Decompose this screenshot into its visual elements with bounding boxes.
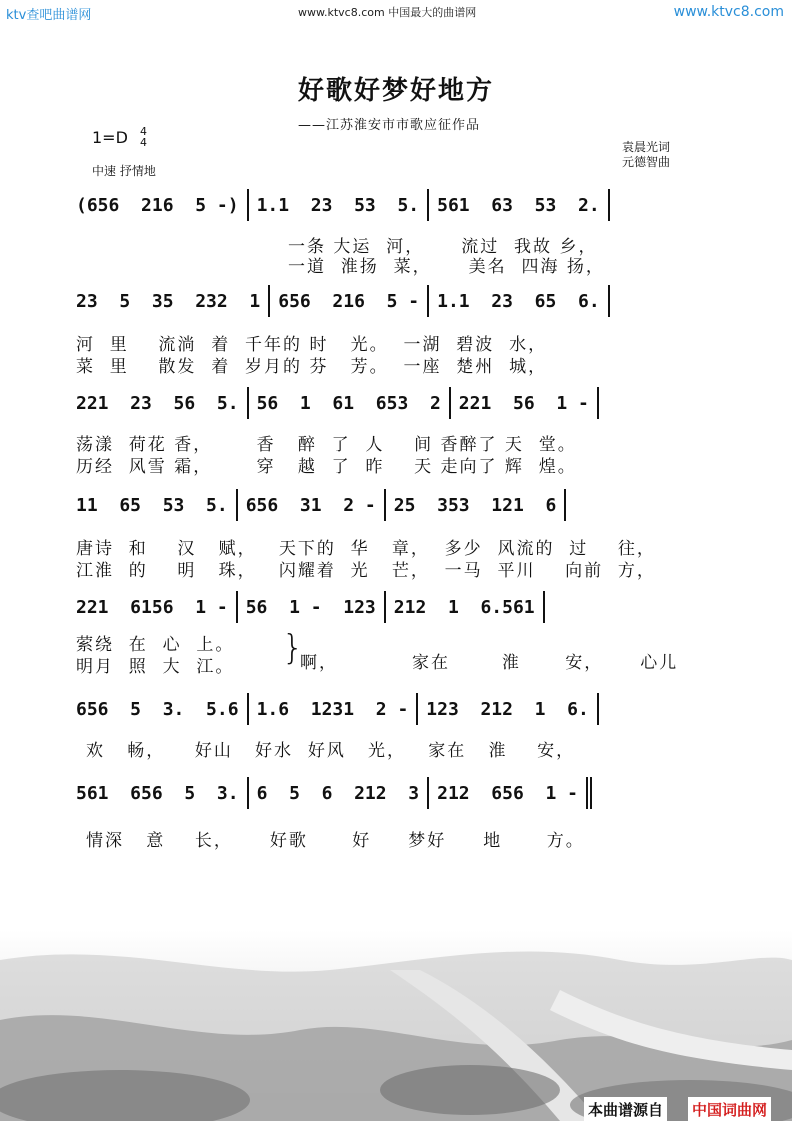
bar-line: [427, 777, 429, 809]
lyric-line: 欢 畅， 好山 好水 好风 光， 家在 淮 安，: [86, 741, 576, 761]
measure: 1.1 23 53 5.: [256, 194, 420, 216]
time-top: 4: [140, 125, 147, 138]
footer-source-label: 本曲谱源自: [584, 1097, 667, 1122]
song-subtitle: ——江苏淮安市市歌应征作品: [298, 118, 481, 133]
notation-line: [76, 188, 716, 222]
lyric-line: 情深 意 长， 好歌 好 梦好 地 方。: [86, 831, 585, 851]
site-banner-center: www.ktvc8.com 中国最大的曲谱网: [298, 6, 477, 19]
measure: (656 216 5 -): [76, 194, 239, 216]
tempo-marking: 中速 抒情地: [92, 164, 156, 178]
measure: 212 1 6.561: [393, 596, 535, 618]
score-system-6: [76, 692, 716, 734]
measure: 561 656 5 3.: [76, 782, 239, 804]
footer-brand-link[interactable]: 中国词曲网: [688, 1097, 771, 1122]
measure: 56 1 61 653 2: [256, 392, 441, 414]
bar-line: [247, 189, 249, 221]
measure: 1.6 1231 2 -: [256, 698, 409, 720]
bar-line: [427, 285, 429, 317]
bar-line: [384, 591, 386, 623]
score-system-5: [76, 590, 716, 632]
measure: 221 23 56 5.: [76, 392, 239, 414]
measure: 123 212 1 6.: [426, 698, 589, 720]
notation-line: [76, 590, 716, 624]
bar-line: [247, 387, 249, 419]
notation-line: [76, 386, 716, 420]
lyric-verse-2: 菜 里 散发 着 岁月的 芬 芳。 一座 楚州 城，: [76, 357, 548, 377]
lyric-verse-1: 唐诗 和 汉 赋， 天下的 华 章， 多少 风流的 过 往，: [76, 539, 656, 559]
lyric-verse-2: 明月 照 大 江。: [76, 657, 235, 677]
measure: 11 65 53 5.: [76, 494, 228, 516]
verse-brace: }: [282, 628, 304, 668]
bar-line: [608, 285, 610, 317]
measure: 221 6156 1 -: [76, 596, 228, 618]
notation-line: [76, 284, 716, 318]
measure: 6 5 6 212 3: [256, 782, 420, 804]
notation-line: [76, 776, 716, 810]
measure: 656 31 2 -: [245, 494, 376, 516]
lyric-verse-1: 河 里 流淌 着 千年的 时 光。 一湖 碧波 水，: [76, 335, 548, 355]
site-name-left: ktv查吧曲谱网: [6, 8, 92, 23]
bar-line: [449, 387, 451, 419]
bar-line: [236, 489, 238, 521]
key-signature: 1=D: [92, 128, 128, 147]
bar-line: [543, 591, 545, 623]
bar-line: [247, 693, 249, 725]
measure: 23 5 35 232 1: [76, 290, 261, 312]
final-bar-line: [586, 777, 588, 809]
measure: 656 216 5 -: [278, 290, 420, 312]
measure: 25 353 121 6: [393, 494, 557, 516]
bar-line: [268, 285, 270, 317]
score-system-4: [76, 488, 716, 530]
lyric-verse-1: 一条 大运 河， 流过 我故 乡，: [288, 237, 598, 257]
bar-line: [384, 489, 386, 521]
measure: 212 656 1 -: [437, 782, 579, 804]
lyric-verse-2: 一道 淮扬 菜， 美名 四海 扬，: [288, 257, 605, 277]
bar-line: [236, 591, 238, 623]
score-system-1: [76, 188, 716, 230]
lyric-verse-1: 萦绕 在 心 上。: [76, 635, 235, 655]
score-system-7: [76, 776, 716, 818]
measure: 56 1 - 123: [245, 596, 376, 618]
bar-line: [597, 387, 599, 419]
notation-line: [76, 692, 716, 726]
measure: 561 63 53 2.: [437, 194, 600, 216]
lyric-verse-2: 历经 风雪 霜， 穿 越 了 昨 天 走向了 辉 煌。: [76, 457, 577, 477]
bar-line: [564, 489, 566, 521]
bar-line: [247, 777, 249, 809]
measure: 221 56 1 -: [458, 392, 589, 414]
bar-line: [427, 189, 429, 221]
lyric-verse-2: 江淮 的 明 珠， 闪耀着 光 芒， 一马 平川 向前 方，: [76, 561, 656, 581]
measure: 1.1 23 65 6.: [437, 290, 600, 312]
scenery-image: [0, 930, 792, 1121]
composer-credit: 元德智曲: [622, 155, 671, 169]
bar-line: [608, 189, 610, 221]
site-url-right: www.ktvc8.com: [673, 4, 784, 20]
measure: 656 5 3. 5.6: [76, 698, 239, 720]
time-bottom: 4: [140, 136, 147, 149]
score-system-3: [76, 386, 716, 428]
lyric-verse-1: 荡漾 荷花 香， 香 醉 了 人 间 香醉了 天 堂。: [76, 435, 577, 455]
bar-line: [597, 693, 599, 725]
bar-line: [416, 693, 418, 725]
lyricist-credit: 袁晨光词: [622, 140, 671, 154]
song-title: 好歌好梦好地方: [297, 76, 494, 106]
time-signature: [140, 126, 147, 148]
score-system-2: [76, 284, 716, 326]
lyric-refrain: 啊， 家在 淮 安， 心儿: [300, 653, 679, 673]
notation-line: [76, 488, 716, 522]
